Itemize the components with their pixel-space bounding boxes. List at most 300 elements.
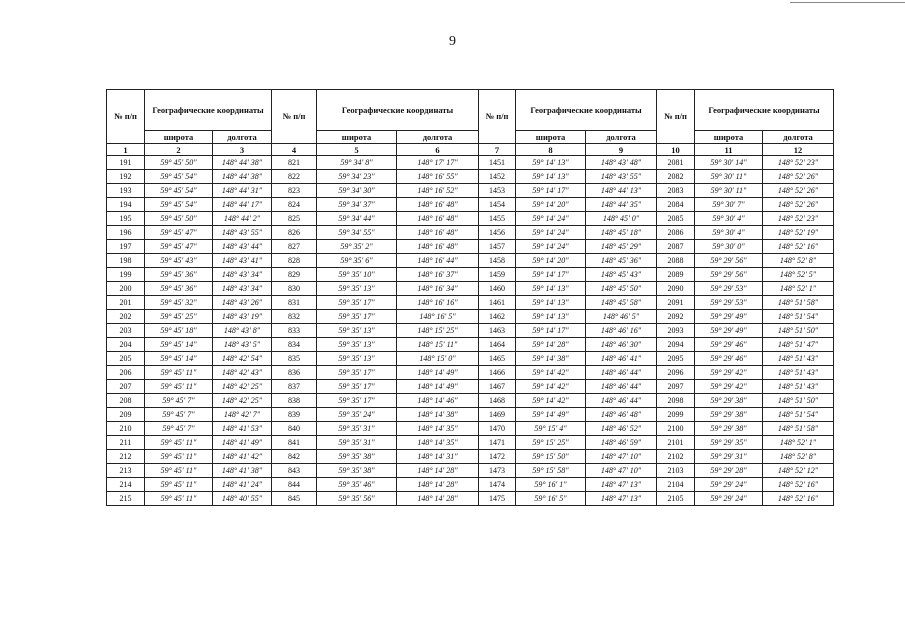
latitude-cell: 59° 29' 56" bbox=[695, 254, 763, 268]
longitude-cell: 148° 41' 42" bbox=[213, 450, 272, 464]
longitude-cell: 148° 16' 48" bbox=[397, 226, 479, 240]
point-number-cell: 1466 bbox=[479, 366, 516, 380]
longitude-cell: 148° 43' 34" bbox=[213, 282, 272, 296]
header-lon: долгота bbox=[397, 131, 479, 144]
latitude-cell: 59° 14' 13" bbox=[516, 282, 586, 296]
column-number: 7 bbox=[479, 144, 516, 156]
longitude-cell: 148° 14' 49" bbox=[397, 366, 479, 380]
latitude-cell: 59° 29' 49" bbox=[695, 310, 763, 324]
point-number-cell: 2088 bbox=[657, 254, 695, 268]
point-number-cell: 207 bbox=[107, 380, 145, 394]
latitude-cell: 59° 34' 55" bbox=[317, 226, 397, 240]
latitude-cell: 59° 45' 7" bbox=[145, 408, 213, 422]
latitude-cell: 59° 45' 14" bbox=[145, 338, 213, 352]
point-number-cell: 838 bbox=[272, 394, 317, 408]
point-number-cell: 2091 bbox=[657, 296, 695, 310]
latitude-cell: 59° 30' 4" bbox=[695, 226, 763, 240]
longitude-cell: 148° 43' 26" bbox=[213, 296, 272, 310]
table-row bbox=[107, 268, 834, 282]
point-number-cell: 195 bbox=[107, 212, 145, 226]
longitude-cell: 148° 14' 35" bbox=[397, 436, 479, 450]
latitude-cell: 59° 35' 10" bbox=[317, 268, 397, 282]
longitude-cell: 148° 14' 28" bbox=[397, 492, 479, 506]
latitude-cell: 59° 29' 56" bbox=[695, 268, 763, 282]
longitude-cell: 148° 46' 44" bbox=[586, 366, 657, 380]
latitude-cell: 59° 14' 24" bbox=[516, 212, 586, 226]
point-number-cell: 1453 bbox=[479, 184, 516, 198]
point-number-cell: 198 bbox=[107, 254, 145, 268]
point-number-cell: 2100 bbox=[657, 422, 695, 436]
header-num: № п/п bbox=[657, 90, 695, 144]
point-number-cell: 1459 bbox=[479, 268, 516, 282]
point-number-cell: 1454 bbox=[479, 198, 516, 212]
longitude-cell: 148° 47' 13" bbox=[586, 478, 657, 492]
point-number-cell: 841 bbox=[272, 436, 317, 450]
longitude-cell: 148° 52' 19" bbox=[763, 226, 834, 240]
longitude-cell: 148° 14' 35" bbox=[397, 422, 479, 436]
latitude-cell: 59° 35' 17" bbox=[317, 366, 397, 380]
point-number-cell: 1469 bbox=[479, 408, 516, 422]
latitude-cell: 59° 15' 25" bbox=[516, 436, 586, 450]
longitude-cell: 148° 44' 38" bbox=[213, 170, 272, 184]
longitude-cell: 148° 43' 48" bbox=[586, 156, 657, 170]
column-number: 1 bbox=[107, 144, 145, 156]
point-number-cell: 1471 bbox=[479, 436, 516, 450]
column-number: 3 bbox=[213, 144, 272, 156]
point-number-cell: 2097 bbox=[657, 380, 695, 394]
table-row bbox=[107, 394, 834, 408]
latitude-cell: 59° 29' 24" bbox=[695, 478, 763, 492]
point-number-cell: 1461 bbox=[479, 296, 516, 310]
latitude-cell: 59° 29' 49" bbox=[695, 324, 763, 338]
point-number-cell: 2082 bbox=[657, 170, 695, 184]
point-number-cell: 193 bbox=[107, 184, 145, 198]
point-number-cell: 840 bbox=[272, 422, 317, 436]
point-number-cell: 844 bbox=[272, 478, 317, 492]
table-row bbox=[107, 198, 834, 212]
column-number: 6 bbox=[397, 144, 479, 156]
latitude-cell: 59° 29' 38" bbox=[695, 394, 763, 408]
latitude-cell: 59° 14' 49" bbox=[516, 408, 586, 422]
latitude-cell: 59° 30' 7" bbox=[695, 198, 763, 212]
table-row bbox=[107, 240, 834, 254]
latitude-cell: 59° 45' 11" bbox=[145, 492, 213, 506]
longitude-cell: 148° 46' 44" bbox=[586, 394, 657, 408]
longitude-cell: 148° 16' 44" bbox=[397, 254, 479, 268]
table-row bbox=[107, 156, 834, 170]
latitude-cell: 59° 14' 24" bbox=[516, 240, 586, 254]
point-number-cell: 192 bbox=[107, 170, 145, 184]
point-number-cell: 204 bbox=[107, 338, 145, 352]
longitude-cell: 148° 41' 53" bbox=[213, 422, 272, 436]
point-number-cell: 1468 bbox=[479, 394, 516, 408]
point-number-cell: 2096 bbox=[657, 366, 695, 380]
longitude-cell: 148° 16' 16" bbox=[397, 296, 479, 310]
longitude-cell: 148° 16' 5" bbox=[397, 310, 479, 324]
point-number-cell: 199 bbox=[107, 268, 145, 282]
longitude-cell: 148° 17' 17" bbox=[397, 156, 479, 170]
point-number-cell: 829 bbox=[272, 268, 317, 282]
longitude-cell: 148° 41' 38" bbox=[213, 464, 272, 478]
point-number-cell: 210 bbox=[107, 422, 145, 436]
latitude-cell: 59° 45' 50" bbox=[145, 212, 213, 226]
longitude-cell: 148° 52' 26" bbox=[763, 184, 834, 198]
longitude-cell: 148° 51' 50" bbox=[763, 394, 834, 408]
point-number-cell: 2089 bbox=[657, 268, 695, 282]
latitude-cell: 59° 45' 47" bbox=[145, 226, 213, 240]
point-number-cell: 2104 bbox=[657, 478, 695, 492]
header-geo: Географические координаты bbox=[145, 90, 272, 131]
longitude-cell: 148° 15' 0" bbox=[397, 352, 479, 366]
latitude-cell: 59° 14' 13" bbox=[516, 170, 586, 184]
point-number-cell: 211 bbox=[107, 436, 145, 450]
latitude-cell: 59° 45' 54" bbox=[145, 184, 213, 198]
latitude-cell: 59° 29' 38" bbox=[695, 422, 763, 436]
latitude-cell: 59° 45' 11" bbox=[145, 366, 213, 380]
longitude-cell: 148° 44' 17" bbox=[213, 198, 272, 212]
latitude-cell: 59° 14' 20" bbox=[516, 198, 586, 212]
longitude-cell: 148° 14' 38" bbox=[397, 408, 479, 422]
table-row bbox=[107, 450, 834, 464]
latitude-cell: 59° 14' 13" bbox=[516, 296, 586, 310]
longitude-cell: 148° 51' 54" bbox=[763, 408, 834, 422]
longitude-cell: 148° 51' 43" bbox=[763, 380, 834, 394]
header-lat: широта bbox=[695, 131, 763, 144]
point-number-cell: 1457 bbox=[479, 240, 516, 254]
longitude-cell: 148° 16' 52" bbox=[397, 184, 479, 198]
longitude-cell: 148° 43' 34" bbox=[213, 268, 272, 282]
point-number-cell: 208 bbox=[107, 394, 145, 408]
longitude-cell: 148° 16' 48" bbox=[397, 212, 479, 226]
point-number-cell: 843 bbox=[272, 464, 317, 478]
latitude-cell: 59° 45' 36" bbox=[145, 268, 213, 282]
point-number-cell: 2087 bbox=[657, 240, 695, 254]
latitude-cell: 59° 29' 42" bbox=[695, 366, 763, 380]
latitude-cell: 59° 35' 24" bbox=[317, 408, 397, 422]
point-number-cell: 839 bbox=[272, 408, 317, 422]
longitude-cell: 148° 43' 55" bbox=[213, 226, 272, 240]
header-geo: Географические координаты bbox=[317, 90, 479, 131]
point-number-cell: 191 bbox=[107, 156, 145, 170]
longitude-cell: 148° 51' 50" bbox=[763, 324, 834, 338]
longitude-cell: 148° 52' 16" bbox=[763, 240, 834, 254]
latitude-cell: 59° 45' 54" bbox=[145, 198, 213, 212]
point-number-cell: 1472 bbox=[479, 450, 516, 464]
latitude-cell: 59° 35' 17" bbox=[317, 296, 397, 310]
page-number: 9 bbox=[449, 34, 456, 49]
longitude-cell: 148° 52' 1" bbox=[763, 436, 834, 450]
point-number-cell: 1465 bbox=[479, 352, 516, 366]
longitude-cell: 148° 47' 13" bbox=[586, 492, 657, 506]
latitude-cell: 59° 35' 38" bbox=[317, 464, 397, 478]
point-number-cell: 215 bbox=[107, 492, 145, 506]
latitude-cell: 59° 35' 56" bbox=[317, 492, 397, 506]
point-number-cell: 1473 bbox=[479, 464, 516, 478]
point-number-cell: 1456 bbox=[479, 226, 516, 240]
table-row bbox=[107, 338, 834, 352]
column-number: 5 bbox=[317, 144, 397, 156]
longitude-cell: 148° 14' 31" bbox=[397, 450, 479, 464]
latitude-cell: 59° 35' 46" bbox=[317, 478, 397, 492]
latitude-cell: 59° 14' 42" bbox=[516, 394, 586, 408]
latitude-cell: 59° 45' 47" bbox=[145, 240, 213, 254]
longitude-cell: 148° 51' 58" bbox=[763, 296, 834, 310]
longitude-cell: 148° 14' 46" bbox=[397, 394, 479, 408]
point-number-cell: 214 bbox=[107, 478, 145, 492]
header-lat: широта bbox=[317, 131, 397, 144]
column-number-row bbox=[107, 144, 834, 156]
latitude-cell: 59° 29' 46" bbox=[695, 338, 763, 352]
header-lat: широта bbox=[516, 131, 586, 144]
longitude-cell: 148° 51' 43" bbox=[763, 352, 834, 366]
point-number-cell: 2083 bbox=[657, 184, 695, 198]
longitude-cell: 148° 16' 48" bbox=[397, 240, 479, 254]
latitude-cell: 59° 45' 25" bbox=[145, 310, 213, 324]
point-number-cell: 202 bbox=[107, 310, 145, 324]
longitude-cell: 148° 14' 28" bbox=[397, 464, 479, 478]
point-number-cell: 825 bbox=[272, 212, 317, 226]
column-number: 4 bbox=[272, 144, 317, 156]
longitude-cell: 148° 43' 8" bbox=[213, 324, 272, 338]
point-number-cell: 209 bbox=[107, 408, 145, 422]
latitude-cell: 59° 35' 13" bbox=[317, 282, 397, 296]
table-row bbox=[107, 310, 834, 324]
latitude-cell: 59° 45' 7" bbox=[145, 394, 213, 408]
latitude-cell: 59° 14' 13" bbox=[516, 310, 586, 324]
table-row bbox=[107, 408, 834, 422]
latitude-cell: 59° 29' 46" bbox=[695, 352, 763, 366]
point-number-cell: 200 bbox=[107, 282, 145, 296]
longitude-cell: 148° 52' 8" bbox=[763, 254, 834, 268]
latitude-cell: 59° 14' 28" bbox=[516, 338, 586, 352]
longitude-cell: 148° 52' 23" bbox=[763, 156, 834, 170]
latitude-cell: 59° 35' 2" bbox=[317, 240, 397, 254]
latitude-cell: 59° 16' 5" bbox=[516, 492, 586, 506]
column-number: 10 bbox=[657, 144, 695, 156]
latitude-cell: 59° 45' 11" bbox=[145, 450, 213, 464]
longitude-cell: 148° 52' 23" bbox=[763, 212, 834, 226]
longitude-cell: 148° 43' 44" bbox=[213, 240, 272, 254]
longitude-cell: 148° 46' 5" bbox=[586, 310, 657, 324]
latitude-cell: 59° 29' 38" bbox=[695, 408, 763, 422]
longitude-cell: 148° 16' 48" bbox=[397, 198, 479, 212]
latitude-cell: 59° 14' 17" bbox=[516, 324, 586, 338]
point-number-cell: 1470 bbox=[479, 422, 516, 436]
point-number-cell: 1460 bbox=[479, 282, 516, 296]
point-number-cell: 845 bbox=[272, 492, 317, 506]
point-number-cell: 842 bbox=[272, 450, 317, 464]
longitude-cell: 148° 45' 43" bbox=[586, 268, 657, 282]
longitude-cell: 148° 46' 30" bbox=[586, 338, 657, 352]
top-divider bbox=[790, 2, 905, 3]
longitude-cell: 148° 43' 55" bbox=[586, 170, 657, 184]
longitude-cell: 148° 45' 50" bbox=[586, 282, 657, 296]
latitude-cell: 59° 29' 35" bbox=[695, 436, 763, 450]
latitude-cell: 59° 14' 20" bbox=[516, 254, 586, 268]
point-number-cell: 835 bbox=[272, 352, 317, 366]
point-number-cell: 827 bbox=[272, 240, 317, 254]
longitude-cell: 148° 15' 25" bbox=[397, 324, 479, 338]
point-number-cell: 2092 bbox=[657, 310, 695, 324]
latitude-cell: 59° 29' 42" bbox=[695, 380, 763, 394]
longitude-cell: 148° 45' 29" bbox=[586, 240, 657, 254]
longitude-cell: 148° 52' 16" bbox=[763, 492, 834, 506]
longitude-cell: 148° 52' 5" bbox=[763, 268, 834, 282]
longitude-cell: 148° 41' 24" bbox=[213, 478, 272, 492]
point-number-cell: 1458 bbox=[479, 254, 516, 268]
longitude-cell: 148° 16' 34" bbox=[397, 282, 479, 296]
longitude-cell: 148° 42' 54" bbox=[213, 352, 272, 366]
longitude-cell: 148° 42' 7" bbox=[213, 408, 272, 422]
latitude-cell: 59° 45' 18" bbox=[145, 324, 213, 338]
latitude-cell: 59° 34' 44" bbox=[317, 212, 397, 226]
latitude-cell: 59° 45' 50" bbox=[145, 156, 213, 170]
longitude-cell: 148° 46' 44" bbox=[586, 380, 657, 394]
table-row bbox=[107, 436, 834, 450]
table-row bbox=[107, 282, 834, 296]
point-number-cell: 824 bbox=[272, 198, 317, 212]
latitude-cell: 59° 34' 23" bbox=[317, 170, 397, 184]
point-number-cell: 823 bbox=[272, 184, 317, 198]
column-number: 8 bbox=[516, 144, 586, 156]
latitude-cell: 59° 14' 13" bbox=[516, 156, 586, 170]
point-number-cell: 831 bbox=[272, 296, 317, 310]
longitude-cell: 148° 46' 52" bbox=[586, 422, 657, 436]
point-number-cell: 2103 bbox=[657, 464, 695, 478]
table-row bbox=[107, 226, 834, 240]
point-number-cell: 212 bbox=[107, 450, 145, 464]
point-number-cell: 837 bbox=[272, 380, 317, 394]
longitude-cell: 148° 14' 28" bbox=[397, 478, 479, 492]
point-number-cell: 2098 bbox=[657, 394, 695, 408]
longitude-cell: 148° 45' 0" bbox=[586, 212, 657, 226]
point-number-cell: 194 bbox=[107, 198, 145, 212]
point-number-cell: 830 bbox=[272, 282, 317, 296]
latitude-cell: 59° 34' 30" bbox=[317, 184, 397, 198]
latitude-cell: 59° 14' 24" bbox=[516, 226, 586, 240]
latitude-cell: 59° 30' 11" bbox=[695, 170, 763, 184]
latitude-cell: 59° 45' 11" bbox=[145, 478, 213, 492]
longitude-cell: 148° 45' 18" bbox=[586, 226, 657, 240]
longitude-cell: 148° 47' 10" bbox=[586, 450, 657, 464]
longitude-cell: 148° 52' 26" bbox=[763, 170, 834, 184]
table-row bbox=[107, 352, 834, 366]
point-number-cell: 2094 bbox=[657, 338, 695, 352]
header-lon: долгота bbox=[213, 131, 272, 144]
longitude-cell: 148° 51' 54" bbox=[763, 310, 834, 324]
point-number-cell: 2101 bbox=[657, 436, 695, 450]
table-row bbox=[107, 380, 834, 394]
latitude-cell: 59° 35' 17" bbox=[317, 310, 397, 324]
table-row bbox=[107, 324, 834, 338]
latitude-cell: 59° 29' 53" bbox=[695, 282, 763, 296]
point-number-cell: 196 bbox=[107, 226, 145, 240]
longitude-cell: 148° 42' 25" bbox=[213, 380, 272, 394]
latitude-cell: 59° 30' 0" bbox=[695, 240, 763, 254]
column-number: 12 bbox=[763, 144, 834, 156]
latitude-cell: 59° 29' 24" bbox=[695, 492, 763, 506]
table-row bbox=[107, 254, 834, 268]
longitude-cell: 148° 52' 8" bbox=[763, 450, 834, 464]
point-number-cell: 2099 bbox=[657, 408, 695, 422]
longitude-cell: 148° 44' 35" bbox=[586, 198, 657, 212]
point-number-cell: 834 bbox=[272, 338, 317, 352]
latitude-cell: 59° 34' 37" bbox=[317, 198, 397, 212]
header-lon: долгота bbox=[586, 131, 657, 144]
point-number-cell: 2093 bbox=[657, 324, 695, 338]
point-number-cell: 2090 bbox=[657, 282, 695, 296]
latitude-cell: 59° 30' 4" bbox=[695, 212, 763, 226]
point-number-cell: 205 bbox=[107, 352, 145, 366]
longitude-cell: 148° 42' 25" bbox=[213, 394, 272, 408]
point-number-cell: 836 bbox=[272, 366, 317, 380]
header-num: № п/п bbox=[479, 90, 516, 144]
latitude-cell: 59° 45' 11" bbox=[145, 464, 213, 478]
latitude-cell: 59° 35' 17" bbox=[317, 380, 397, 394]
longitude-cell: 148° 52' 26" bbox=[763, 198, 834, 212]
table-row bbox=[107, 464, 834, 478]
table-row bbox=[107, 478, 834, 492]
point-number-cell: 197 bbox=[107, 240, 145, 254]
longitude-cell: 148° 52' 1" bbox=[763, 282, 834, 296]
latitude-cell: 59° 45' 36" bbox=[145, 282, 213, 296]
latitude-cell: 59° 29' 53" bbox=[695, 296, 763, 310]
longitude-cell: 148° 43' 19" bbox=[213, 310, 272, 324]
latitude-cell: 59° 45' 11" bbox=[145, 436, 213, 450]
longitude-cell: 148° 44' 31" bbox=[213, 184, 272, 198]
point-number-cell: 1455 bbox=[479, 212, 516, 226]
header-geo: Географические координаты bbox=[516, 90, 657, 131]
latitude-cell: 59° 30' 14" bbox=[695, 156, 763, 170]
longitude-cell: 148° 52' 12" bbox=[763, 464, 834, 478]
longitude-cell: 148° 46' 16" bbox=[586, 324, 657, 338]
latitude-cell: 59° 45' 11" bbox=[145, 380, 213, 394]
longitude-cell: 148° 40' 55" bbox=[213, 492, 272, 506]
point-number-cell: 2105 bbox=[657, 492, 695, 506]
point-number-cell: 1462 bbox=[479, 310, 516, 324]
column-number: 11 bbox=[695, 144, 763, 156]
table-row bbox=[107, 492, 834, 506]
latitude-cell: 59° 14' 42" bbox=[516, 366, 586, 380]
column-number: 9 bbox=[586, 144, 657, 156]
latitude-cell: 59° 14' 17" bbox=[516, 184, 586, 198]
longitude-cell: 148° 46' 48" bbox=[586, 408, 657, 422]
longitude-cell: 148° 43' 5" bbox=[213, 338, 272, 352]
point-number-cell: 2086 bbox=[657, 226, 695, 240]
longitude-cell: 148° 45' 36" bbox=[586, 254, 657, 268]
column-number: 2 bbox=[145, 144, 213, 156]
latitude-cell: 59° 29' 28" bbox=[695, 464, 763, 478]
header-row bbox=[107, 90, 834, 131]
point-number-cell: 832 bbox=[272, 310, 317, 324]
longitude-cell: 148° 47' 10" bbox=[586, 464, 657, 478]
table-row bbox=[107, 170, 834, 184]
latitude-cell: 59° 34' 8" bbox=[317, 156, 397, 170]
point-number-cell: 1464 bbox=[479, 338, 516, 352]
table-row bbox=[107, 296, 834, 310]
latitude-cell: 59° 35' 13" bbox=[317, 352, 397, 366]
latitude-cell: 59° 14' 42" bbox=[516, 380, 586, 394]
point-number-cell: 1475 bbox=[479, 492, 516, 506]
longitude-cell: 148° 16' 55" bbox=[397, 170, 479, 184]
longitude-cell: 148° 51' 43" bbox=[763, 366, 834, 380]
point-number-cell: 213 bbox=[107, 464, 145, 478]
point-number-cell: 2084 bbox=[657, 198, 695, 212]
longitude-cell: 148° 51' 47" bbox=[763, 338, 834, 352]
point-number-cell: 833 bbox=[272, 324, 317, 338]
longitude-cell: 148° 14' 49" bbox=[397, 380, 479, 394]
header-num: № п/п bbox=[107, 90, 145, 144]
